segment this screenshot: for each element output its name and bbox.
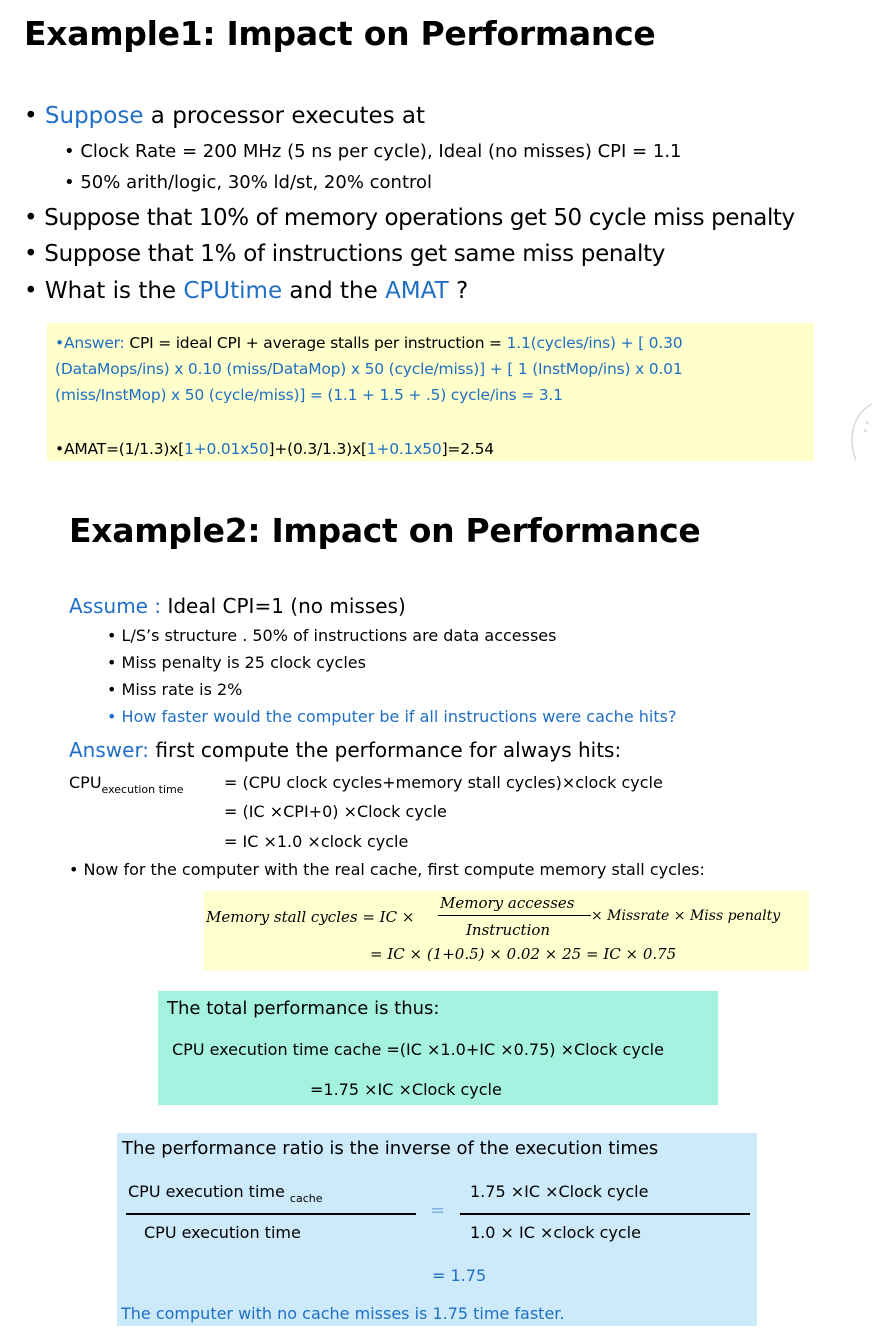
ratio-denominator-right: 1.0 × IC ×clock cycle bbox=[470, 1223, 641, 1242]
answer-line-3: (miss/InstMop) x 50 (cycle/miss)] = (1.1 + 1.5 + .5) cycle/ins = 3.1 bbox=[55, 386, 563, 404]
ratio-fraction-bar-left bbox=[126, 1213, 416, 1215]
ratio-equals: = bbox=[430, 1200, 446, 1221]
formula-denominator: Instruction bbox=[466, 921, 551, 939]
bullet-question: • What is the CPUtime and the AMAT ? bbox=[24, 278, 469, 304]
amat-keyword: AMAT bbox=[385, 278, 449, 304]
ratio-result: = 1.75 bbox=[432, 1266, 487, 1285]
suppose-keyword: Suppose bbox=[44, 103, 144, 129]
ratio-denominator-left: CPU execution time bbox=[144, 1223, 301, 1242]
ratio-fraction-bar-right bbox=[460, 1213, 750, 1215]
decorative-arc-icon bbox=[842, 400, 874, 464]
example2-title: Example2: Impact on Performance bbox=[69, 511, 701, 550]
formula-lhs: Memory stall cycles = IC × bbox=[206, 908, 415, 926]
answer-line-2: (DataMops/ins) x 0.10 (miss/DataMop) x 50 (cycle/miss)] + [ 1 (InstMop/ins) x 0.01 bbox=[55, 360, 683, 378]
cpu-execution-time-label: $CPU_{execution time}$ bbox=[69, 773, 184, 796]
bullet-suppose-processor: • Suppose a processor executes at bbox=[24, 103, 426, 129]
sub-bullet-clock-rate: • Clock Rate = 200 MHz (5 ns per cycle), Ideal (no misses) CPI = 1.1 bbox=[64, 141, 682, 162]
equation-line-1: = (CPU clock cycles+memory stall cycles)×clock cycle bbox=[224, 773, 663, 792]
bullet-memory-ops: • Suppose that 10% of memory operations get 50 cycle miss penalty bbox=[24, 205, 795, 231]
ratio-title: The performance ratio is the inverse of the execution times bbox=[122, 1138, 659, 1159]
ratio-numerator-right: 1.75 ×IC ×Clock cycle bbox=[470, 1182, 649, 1201]
assume-bullet-4: • How faster would the computer be if all instructions were cache hits? bbox=[107, 707, 677, 726]
ratio-numerator-left: CPU execution time $_{cache}$ bbox=[128, 1182, 323, 1205]
equation-line-3: = IC ×1.0 ×clock cycle bbox=[224, 832, 409, 851]
assume-bullet-1: • L/S’s structure . 50% of instructions are data accesses bbox=[107, 626, 557, 645]
total-line-2: =1.75 ×IC ×Clock cycle bbox=[310, 1080, 502, 1099]
formula-rhs: × Missrate × Miss penalty bbox=[591, 908, 781, 924]
formula-fraction-bar bbox=[438, 915, 591, 916]
total-line-1: CPU execution time cache =(IC ×1.0+IC ×0.75) ×Clock cycle bbox=[172, 1040, 664, 1059]
total-title: The total performance is thus: bbox=[167, 998, 440, 1019]
assume-line: Assume : Ideal CPI=1 (no misses) bbox=[69, 594, 406, 618]
assume-bullet-2: • Miss penalty is 25 clock cycles bbox=[107, 653, 366, 672]
conclusion-text: The computer with no cache misses is 1.75 time faster. bbox=[121, 1304, 565, 1323]
formula-numerator: Memory accesses bbox=[440, 894, 575, 912]
sub-bullet-mix: • 50% arith/logic, 30% ld/st, 20% control bbox=[64, 172, 433, 193]
cputime-keyword: CPUtime bbox=[183, 278, 283, 304]
example1-title: Example1: Impact on Performance bbox=[24, 14, 656, 53]
answer-line-1: •Answer: CPI = ideal CPI + average stalls per instruction = 1.1(cycles/ins) + [ 0.30 bbox=[55, 334, 683, 352]
bullet-instructions: • Suppose that 1% of instructions get same miss penalty bbox=[24, 241, 666, 267]
formula-line-2: = IC × (1+0.5) × 0.02 × 25 = IC × 0.75 bbox=[370, 945, 677, 963]
answer-heading: Answer: first compute the performance for always hits: bbox=[69, 738, 622, 762]
assume-bullet-3: • Miss rate is 2% bbox=[107, 680, 243, 699]
amat-line: •AMAT=(1/1.3)x[1+0.01x50]+(0.3/1.3)x[1+0.1x50]=2.54 bbox=[55, 440, 494, 458]
real-cache-bullet: • Now for the computer with the real cache, first compute memory stall cycles: bbox=[69, 860, 705, 879]
equation-line-2: = (IC ×CPI+0) ×Clock cycle bbox=[224, 802, 447, 821]
